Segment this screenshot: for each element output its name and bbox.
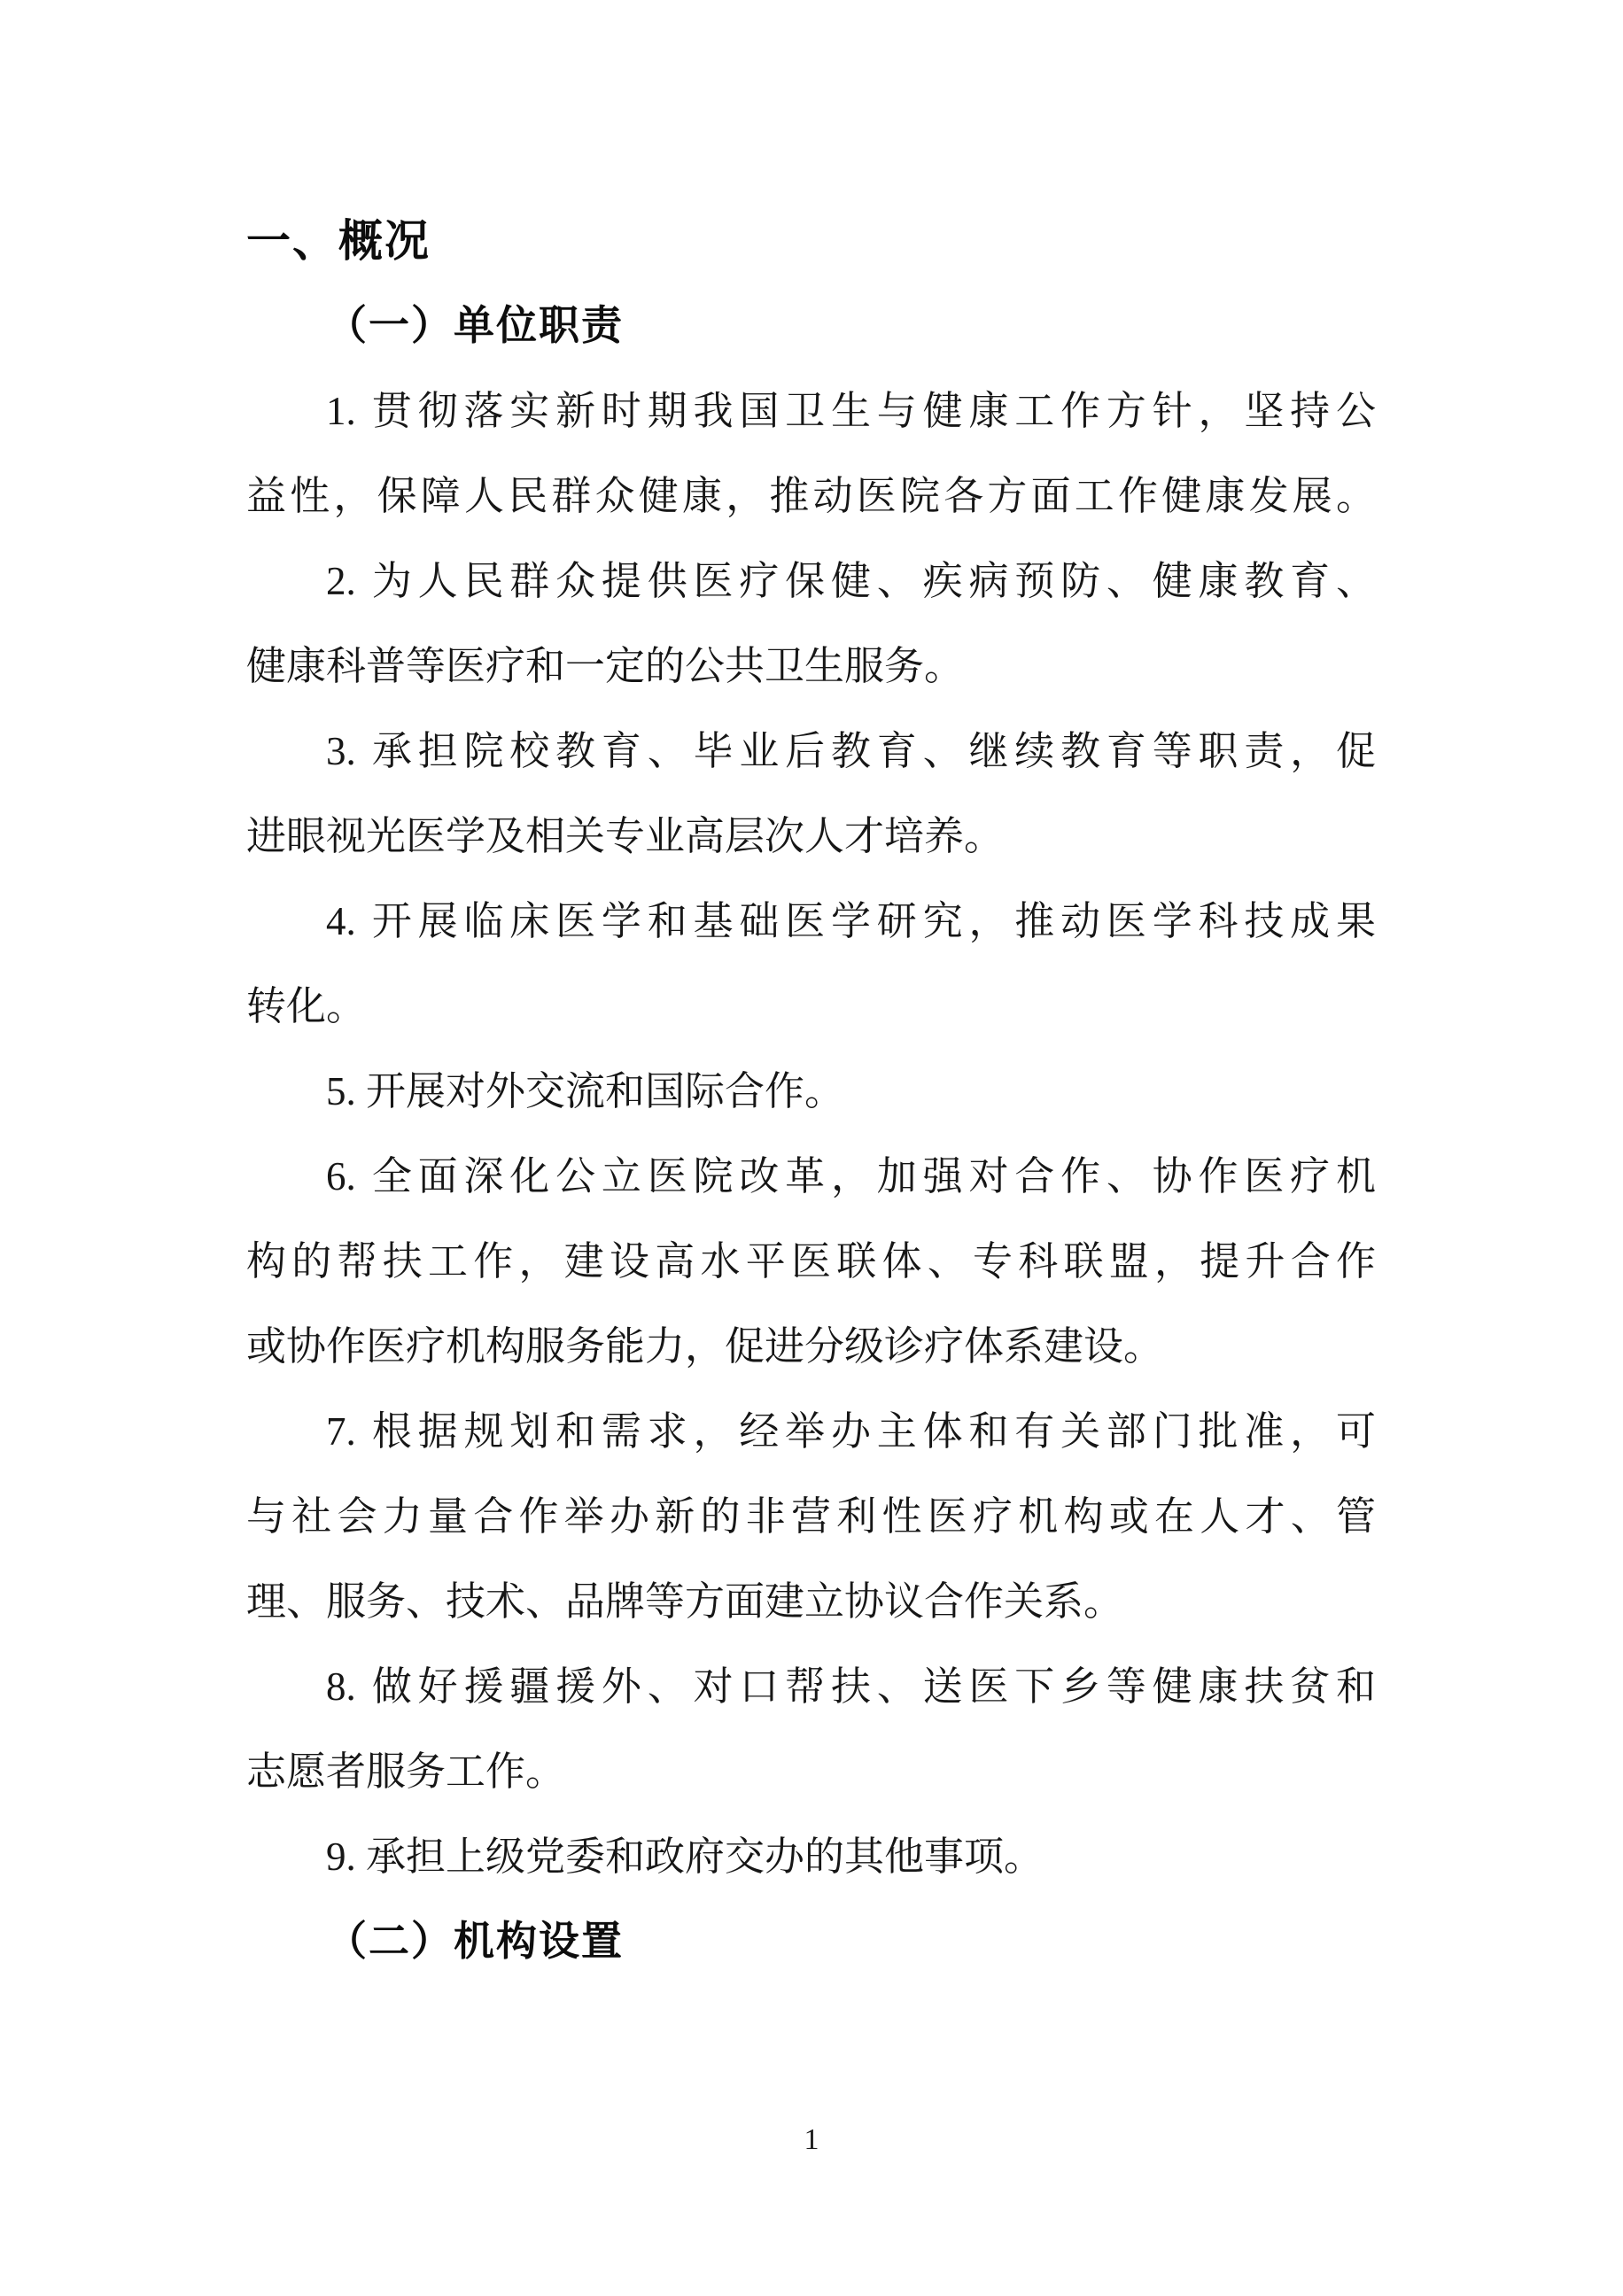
- body-line: 9. 承担上级党委和政府交办的其他事项。: [326, 1834, 1044, 1879]
- body-line: 2. 为人民群众提供医疗保健、疾病预防、健康教育、: [326, 559, 1376, 603]
- body-line: 3. 承担院校教育、毕业后教育、继续教育等职责，促: [326, 729, 1376, 773]
- body-line: 构的帮扶工作，建设高水平医联体、专科联盟，提升合作: [246, 1239, 1376, 1284]
- body-line: 4. 开展临床医学和基础医学研究，推动医学科技成果: [326, 899, 1376, 943]
- page-number: 1: [804, 2123, 819, 2156]
- body-line: 益性，保障人民群众健康，推动医院各方面工作健康发展。: [246, 474, 1376, 518]
- document-body: [246, 198, 1376, 1984]
- subsection-heading: （一）单位职责: [326, 303, 624, 348]
- body-line: 志愿者服务工作。: [246, 1749, 566, 1794]
- body-line: 1. 贯彻落实新时期我国卫生与健康工作方针，坚持公: [326, 389, 1376, 433]
- subsection-heading: （二）机构设置: [326, 1919, 624, 1964]
- section-heading: 一、概况: [246, 216, 431, 266]
- body-line: 或协作医疗机构服务能力，促进分级诊疗体系建设。: [246, 1324, 1164, 1369]
- body-line: 理、服务、技术、品牌等方面建立协议合作关系。: [246, 1579, 1124, 1624]
- body-line: 与社会力量合作举办新的非营利性医疗机构或在人才、管: [246, 1494, 1376, 1539]
- body-line: 6. 全面深化公立医院改革，加强对合作、协作医疗机: [326, 1154, 1376, 1198]
- body-line: 健康科普等医疗和一定的公共卫生服务。: [246, 644, 965, 688]
- body-line: 8. 做好援疆援外、对口帮扶、送医下乡等健康扶贫和: [326, 1664, 1376, 1709]
- body-line: 进眼视光医学及相关专业高层次人才培养。: [246, 814, 1005, 858]
- body-line: 7. 根据规划和需求，经举办主体和有关部门批准，可: [326, 1409, 1376, 1454]
- body-line: 转化。: [246, 984, 367, 1028]
- body-line: 5. 开展对外交流和国际合作。: [326, 1069, 845, 1113]
